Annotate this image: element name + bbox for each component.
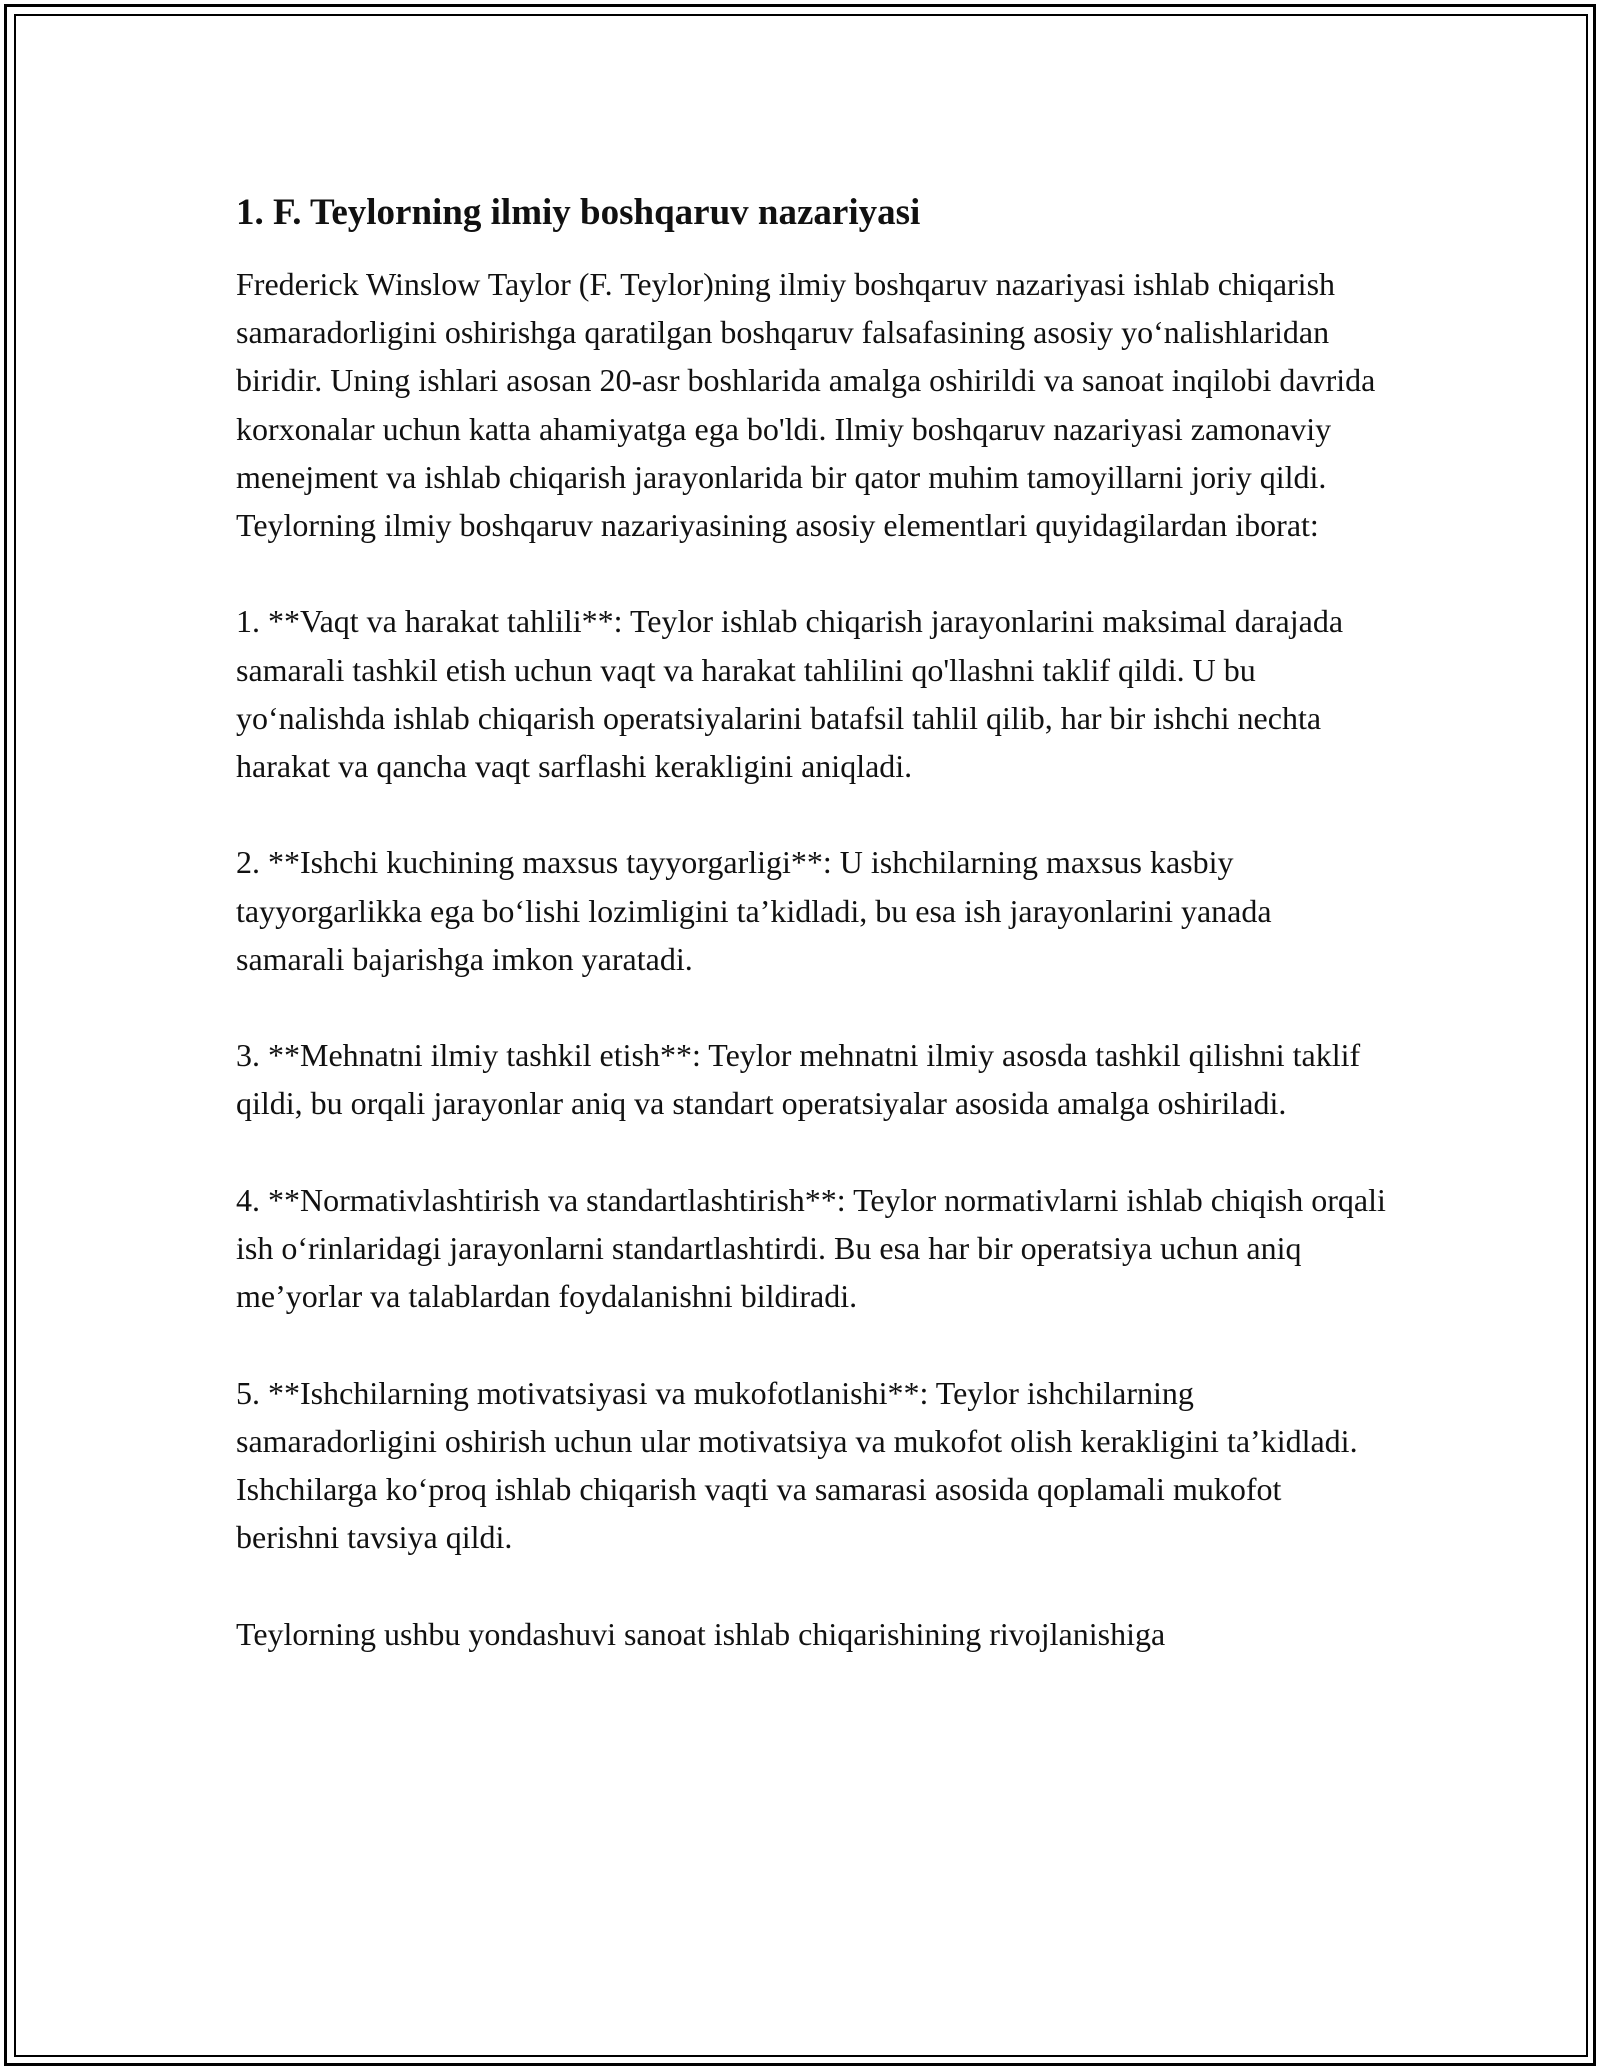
list-item-2: 2. **Ishchi kuchining maxsus tayyorgarligi**: U ishchilarning maxsus kasbiy tayyorgarlikka ega bo‘lishi lozimligini ta’kidladi, bu esa ish jarayonlarini yanada samarali bajarishga imkon yaratadi. <box>236 844 1272 977</box>
list-item-1: 1. **Vaqt va harakat tahlili**: Teylor ishlab chiqarish jarayonlarini maksimal darajada samarali tashkil etish uchun vaqt va harakat tahlilini qo'llashni taklif qildi. U bu yo‘nalishda ishlab chiqarish operatsiyalarini batafsil tahlil qilib, har bir ishchi nechta harakat va qancha vaqt sarflashi kerakligini aniqladi. <box>236 603 1344 785</box>
section-heading: 1. F. Teylorning ilmiy boshqaruv nazariyasi <box>236 192 921 233</box>
intro-paragraph: Frederick Winslow Taylor (F. Teylor)ning ilmiy boshqaruv nazariyasi ishlab chiqarish samaradorligini oshirishga qaratilgan boshqaruv falsafasining asosiy yo‘nalishlaridan biridir. Uning ishlari asosan 20-asr boshlarida amalga oshirildi va sanoat inqilobi davrida korxonalar uchun katta ahamiyatga ega bo'ldi. Ilmiy boshqaruv nazariyasi zamonaviy menejment va ishlab chiqarish jarayonlarida bir qator muhim tamoyillarni joriy qildi. Teylorning ilmiy boshqaruv nazariyasining asosiy elementlari quyidagilardan iborat: <box>236 266 1376 544</box>
list-item-3: 3. **Mehnatni ilmiy tashkil etish**: Teylor mehnatni ilmiy asosda tashkil qilishni taklif qildi, bu orqali jarayonlar aniq va standart operatsiyalar asosida amalga oshiriladi. <box>236 1037 1361 1122</box>
document-body <box>236 186 1386 1706</box>
closing-paragraph: Teylorning ushbu yondashuvi sanoat ishlab chiqarishining rivojlanishiga <box>236 1615 1166 1652</box>
list-item-5: 5. **Ishchilarning motivatsiyasi va mukofotlanishi**: Teylor ishchilarning samaradorligini oshirish uchun ular motivatsiya va mukofot olish kerakligini ta’kidladi. Ishchilarga ko‘proq ishlab chiqarish vaqti va samarasi asosida qoplamali mukofot berishni tavsiya qildi. <box>236 1374 1358 1556</box>
list-item-4: 4. **Normativlashtirish va standartlashtirish**: Teylor normativlarni ishlab chiqish orqali ish o‘rinlaridagi jarayonlarni standartlashtirdi. Bu esa har bir operatsiya uchun aniq me’yorlar va talablardan foydalanishni bildiradi. <box>236 1181 1386 1315</box>
